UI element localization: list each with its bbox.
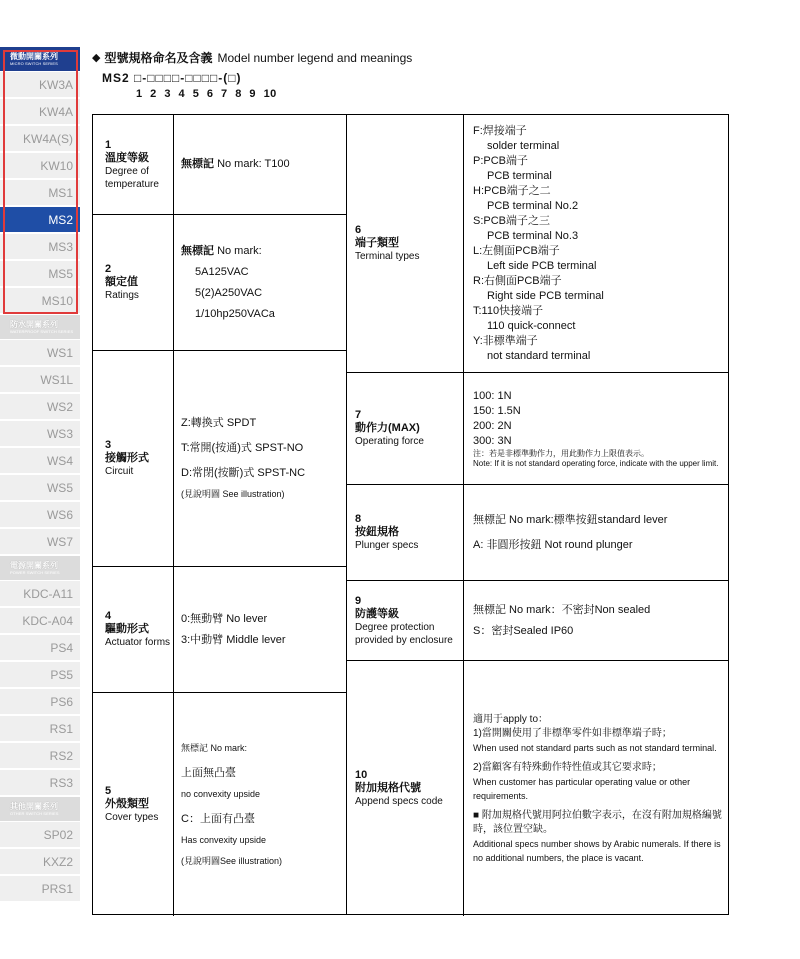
row-label — [347, 581, 464, 660]
terminal-code: H:PCB端子之二 — [473, 184, 551, 197]
row-actuator — [93, 567, 346, 693]
sidebar-item-rs1[interactable]: RS1 — [0, 716, 80, 741]
row-value — [464, 485, 728, 580]
terminal-code: L:左側面PCB端子 — [473, 244, 560, 257]
row-title-zh: 按鈕規格 — [355, 526, 399, 538]
sidebar-item-rs2[interactable]: RS2 — [0, 743, 80, 768]
force-line: 150: 1.5N — [473, 404, 521, 417]
terminal-desc: solder terminal — [487, 139, 560, 152]
cover-line-zh: C：上面有凸臺 — [181, 812, 255, 825]
terminal-desc: PCB terminal No.2 — [487, 199, 579, 212]
row-value — [174, 215, 346, 350]
row-value — [464, 661, 728, 916]
append-para-zh: 2)當顧客有特殊動作特性值或其它要求時； — [473, 761, 662, 773]
right-column — [347, 115, 728, 914]
circuit-line: Z:轉換式 SPDT — [181, 416, 257, 429]
cover-head: 無標記 No mark: — [181, 742, 248, 753]
row-number: 2 — [105, 263, 112, 275]
actuator-line: 0:無動臂 No lever — [181, 612, 268, 625]
force-line: 100: 1N — [473, 389, 512, 402]
group-title-en: MICRO SWITCH SERIES — [10, 61, 58, 66]
actuator-line: 3:中動臂 Middle lever — [181, 633, 286, 646]
row-label — [347, 485, 464, 580]
title-en: Model number legend and meanings — [217, 50, 413, 65]
sidebar-item-ws7[interactable]: WS7 — [0, 529, 80, 554]
row-label — [93, 567, 174, 692]
section-title — [92, 49, 412, 66]
row-title-en: Operating force — [355, 436, 424, 447]
position-digits: 1 2 3 4 5 6 7 8 9 10 — [136, 88, 277, 100]
series-sidebar — [0, 47, 80, 903]
force-note-zh: 注：若是非標準動作力，用此動作力上限值表示。 — [473, 448, 649, 458]
protection-line: 無標記 No mark：不密封Non sealed — [473, 603, 651, 616]
row-title-en: Append specs code — [355, 796, 443, 807]
row-temperature — [93, 115, 346, 215]
group-header-other — [0, 797, 80, 821]
sidebar-item-ms10[interactable]: MS10 — [0, 288, 80, 313]
rating-line: 5(2)A250VAC — [195, 286, 263, 299]
sidebar-item-ms2[interactable]: MS2 — [0, 207, 80, 232]
row-value — [464, 115, 728, 372]
sidebar-item-kdc-a04[interactable]: KDC-A04 — [0, 608, 80, 633]
row-title-zh: 防護等級 — [355, 607, 399, 620]
force-line: 300: 3N — [473, 434, 512, 447]
row-label — [347, 115, 464, 372]
append-para-zh: ■ 附加規格代號用阿拉伯數字表示，在沒有附加規格編號時，該位置空缺。 — [473, 809, 722, 835]
terminal-code: F:焊接端子 — [473, 124, 527, 137]
sidebar-item-ms1[interactable]: MS1 — [0, 180, 80, 205]
sidebar-item-ws2[interactable]: WS2 — [0, 394, 80, 419]
row-title-en: Actuator forms — [105, 637, 171, 648]
row-number: 3 — [105, 439, 112, 451]
row-label — [347, 661, 464, 916]
row-label — [93, 215, 174, 350]
row-number: 6 — [355, 224, 362, 236]
terminal-desc: Left side PCB terminal — [487, 259, 597, 272]
sidebar-item-rs3[interactable]: RS3 — [0, 770, 80, 795]
sidebar-item-prs1[interactable]: PRS1 — [0, 876, 80, 901]
terminal-code: Y:非標準端子 — [473, 334, 538, 347]
row-title-en: Terminal types — [355, 251, 420, 262]
row-title-zh: 接觸形式 — [105, 452, 149, 464]
group-title-en: OTHER SWITCH SERIES — [10, 811, 59, 816]
row-title-zh: 溫度等級 — [105, 151, 149, 164]
diamond-icon: ◆ — [92, 52, 101, 64]
group-header-waterproof — [0, 315, 80, 339]
row-value — [174, 351, 346, 566]
left-column — [93, 115, 347, 914]
sidebar-item-kw4a[interactable]: KW4A — [0, 99, 80, 124]
append-para-zh: 1)當開關使用了非標準零件如非標準端子時； — [473, 727, 672, 739]
group-title-zh: 微動開關系列 — [10, 52, 58, 61]
sidebar-item-kxz2[interactable]: KXZ2 — [0, 849, 80, 874]
sidebar-item-ms3[interactable]: MS3 — [0, 234, 80, 259]
rating-line: 1/10hp250VACa — [195, 307, 275, 320]
group-title-zh: 電源開關系列 — [10, 561, 58, 570]
sidebar-item-ws1l[interactable]: WS1L — [0, 367, 80, 392]
circuit-line: T:常開(按通)式 SPST-NO — [181, 441, 304, 454]
value-zh: 無標記 — [181, 158, 214, 170]
sidebar-item-ws3[interactable]: WS3 — [0, 421, 80, 446]
plunger-line: A: 非圓形按鈕 Not round plunger — [473, 538, 633, 551]
cover-line-en: no convexity upside — [181, 788, 261, 799]
row-label — [93, 693, 174, 916]
row-circuit — [93, 351, 346, 567]
sidebar-item-ps6[interactable]: PS6 — [0, 689, 80, 714]
force-line: 200: 2N — [473, 419, 512, 432]
row-number: 4 — [105, 610, 112, 622]
row-value — [174, 115, 346, 214]
row-title-zh: 額定值 — [105, 276, 138, 288]
group-title-zh: 其他開關系列 — [10, 802, 58, 811]
sidebar-item-ps4[interactable]: PS4 — [0, 635, 80, 660]
terminal-desc: PCB terminal No.3 — [487, 229, 579, 242]
illustration-note: (見說明圖See illustration) — [181, 855, 283, 866]
row-value — [174, 693, 346, 916]
row-title-zh: 端子類型 — [355, 237, 399, 249]
model-pattern: MS2 □-□□□□-□□□□-(□) — [102, 71, 242, 85]
terminal-code: T:110快接端子 — [473, 304, 544, 317]
group-title-en: POWER SWITCH SERIES — [10, 570, 60, 575]
row-title-en: Degree of temperature — [105, 165, 159, 190]
terminal-desc: 110 quick-connect — [487, 319, 576, 332]
sidebar-item-ms5[interactable]: MS5 — [0, 261, 80, 286]
terminal-desc: PCB terminal — [487, 169, 552, 182]
row-number: 8 — [355, 513, 362, 525]
row-value — [464, 373, 728, 484]
row-ratings — [93, 215, 346, 351]
row-plunger — [347, 485, 728, 581]
value-head-zh: 無標記 — [181, 244, 214, 257]
sidebar-item-ws6[interactable]: WS6 — [0, 502, 80, 527]
row-title-zh: 動作力(MAX) — [355, 422, 420, 434]
row-title-en: Plunger specs — [355, 540, 419, 551]
terminal-desc: not standard terminal — [487, 349, 591, 362]
sidebar-item-kw3a[interactable]: KW3A — [0, 72, 80, 97]
terminal-desc: Right side PCB terminal — [487, 289, 604, 302]
value-head-en: No mark: — [217, 244, 262, 257]
protection-line: S：密封Sealed IP60 — [473, 624, 574, 637]
row-label — [93, 115, 174, 214]
row-title-en: Circuit — [105, 466, 134, 477]
illustration-note: (見說明圖 See illustration) — [181, 488, 285, 499]
sidebar-item-ws5[interactable]: WS5 — [0, 475, 80, 500]
terminal-code: S:PCB端子之三 — [473, 214, 551, 227]
sidebar-item-ps5[interactable]: PS5 — [0, 662, 80, 687]
group-header-micro — [0, 47, 80, 71]
row-title-en: Cover types — [105, 812, 159, 823]
circuit-line: D:常閉(按斷)式 SPST-NC — [181, 466, 306, 479]
append-para-en: Additional specs number shows by Arabic numerals. If there is no additional numbers, the place is vacant. — [473, 838, 721, 863]
sidebar-item-kw4a-s[interactable]: KW4A(S) — [0, 126, 80, 151]
row-number: 1 — [105, 138, 112, 151]
row-number: 5 — [105, 785, 112, 797]
group-title-zh: 防水開關系列 — [10, 320, 58, 329]
force-note-en: Note: If it is not standard operating force, indicate with the upper limit. — [473, 458, 719, 468]
sidebar-item-kdc-a11[interactable]: KDC-A11 — [0, 581, 80, 606]
row-protection — [347, 581, 728, 661]
group-title-en: WATERPROOF SWITCH SERIES — [10, 329, 74, 334]
row-label — [347, 373, 464, 484]
row-number: 7 — [355, 409, 362, 421]
row-title-zh: 驅動形式 — [105, 623, 149, 635]
append-para-en: When used not standard parts such as not standard terminal. — [473, 742, 717, 753]
sidebar-item-kw10[interactable]: KW10 — [0, 153, 80, 178]
row-cover — [93, 693, 346, 916]
terminal-code: P:PCB端子 — [473, 154, 529, 167]
sidebar-item-sp02[interactable]: SP02 — [0, 822, 80, 847]
group-header-power — [0, 556, 80, 580]
plunger-line: 無標記 No mark:標準按鈕standard lever — [473, 513, 668, 526]
title-zh: 型號規格命名及含義 — [104, 51, 213, 65]
row-title-en: Ratings — [105, 290, 139, 301]
sidebar-item-ws1[interactable]: WS1 — [0, 340, 80, 365]
row-title-en: Degree protection provided by enclosure — [355, 621, 453, 646]
sidebar-item-ws4[interactable]: WS4 — [0, 448, 80, 473]
row-number: 10 — [355, 769, 368, 781]
rating-line: 5A125VAC — [195, 265, 249, 278]
row-label — [93, 351, 174, 566]
row-title-zh: 外殼類型 — [105, 798, 149, 810]
row-number: 9 — [355, 594, 362, 607]
row-terminal — [347, 115, 728, 373]
cover-line-zh: 上面無凸臺 — [181, 766, 236, 779]
terminal-code: R:右側面PCB端子 — [473, 274, 562, 287]
row-append-specs — [347, 661, 728, 916]
row-title-zh: 附加規格代號 — [355, 782, 421, 794]
row-value — [464, 581, 728, 660]
legend-table — [92, 114, 729, 915]
row-value — [174, 567, 346, 692]
row-operating-force — [347, 373, 728, 485]
append-para-en: When customer has particular operating value or other requirements. — [473, 776, 691, 801]
cover-line-en: Has convexity upside — [181, 834, 267, 845]
apply-to: 適用于apply to： — [473, 713, 549, 725]
value-en: No mark: T100 — [217, 158, 290, 170]
